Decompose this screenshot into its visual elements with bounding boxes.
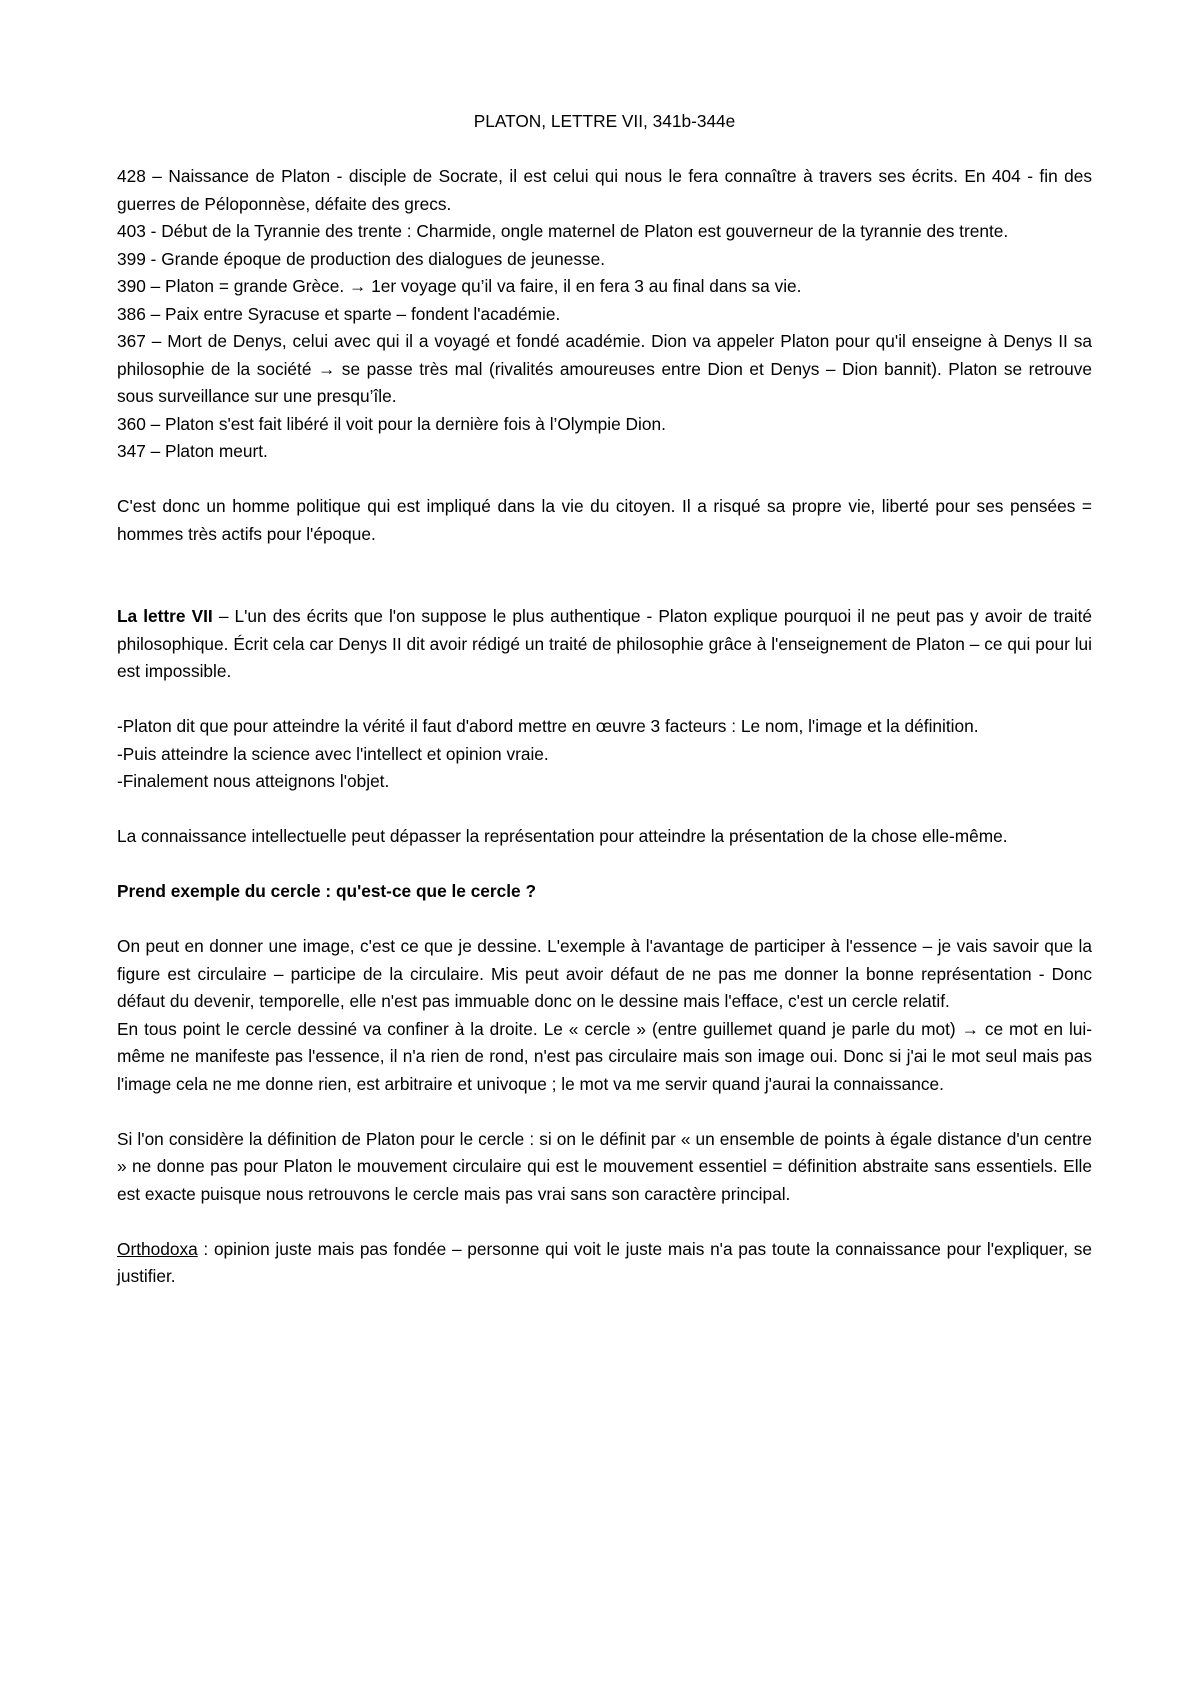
step-item: -Finalement nous atteignons l'objet.	[117, 771, 390, 791]
spacer	[117, 1208, 1092, 1236]
steps-list	[117, 713, 1092, 796]
cercle-heading	[117, 878, 1092, 906]
timeline-entry: 390 – Platon = grande Grèce. → 1er voyage qu’il va faire, il en fera 3 au final dans sa vie.	[117, 276, 802, 296]
document-title: PLATON, LETTRE VII, 341b-344e	[473, 111, 736, 131]
spacer	[117, 796, 1092, 824]
spacer	[117, 1098, 1092, 1126]
timeline-entry: 403 - Début de la Tyrannie des trente : Charmide, ongle maternel de Platon est gouverneur de la tyrannie des trente.	[117, 221, 1009, 241]
spacer	[117, 466, 1092, 494]
step-item: -Platon dit que pour atteindre la vérité il faut d'abord mettre en œuvre 3 facteurs : Le nom, l'image et la définition.	[117, 716, 979, 736]
definition-paragraph: Si l'on considère la définition de Platon pour le cercle : si on le définit par « un ensemble de points à égale distance d'un centre » ne donne pas pour Platon le mouvement circulaire qui est le mouvement essentiel = définition abstraite sans essentiels. Elle est exacte puisque nous retrouvons le cercle mais pas vrai sans son caractère principal.	[117, 1128, 1092, 1204]
spacer	[117, 906, 1092, 934]
spacer	[117, 851, 1092, 879]
spacer	[117, 686, 1092, 714]
cercle-paragraph-1: On peut en donner une image, c'est ce que je dessine. L'exemple à l'avantage de participer à l'essence – je vais savoir que la figure est circulaire – participe de la circulaire. Mis peut avoir défaut de ne pas me donner la bonne représentation - Donc défaut du devenir, temporelle, elle n'est pas immuable donc on le dessine mais l'efface, c'est un cercle relatif.	[117, 936, 1092, 1011]
orthodoxa-paragraph	[117, 1236, 1092, 1291]
orthodoxa-term: Orthodoxa	[117, 1238, 198, 1259]
timeline	[117, 163, 1092, 466]
connaissance-paragraph: La connaissance intellectuelle peut dépasser la représentation pour atteindre la présentation de la chose elle-même.	[117, 826, 1008, 846]
cercle-heading-text: Prend exemple du cercle : qu'est-ce que le cercle ?	[117, 881, 537, 901]
spacer	[117, 548, 1092, 603]
lettre-paragraph	[117, 603, 1092, 686]
timeline-entry: 399 - Grande époque de production des dialogues de jeunesse.	[117, 248, 606, 269]
timeline-entry: 386 – Paix entre Syracuse et sparte – fondent l'académie.	[117, 303, 561, 324]
lettre-text: – L'un des écrits que l'on suppose le plus authentique - Platon explique pourquoi il ne peut pas y avoir de traité philosophique. Écrit cela car Denys II dit avoir rédigé un traité de philosophie grâce à l'enseignement de Platon – ce qui pour lui est impossible.	[117, 606, 1092, 681]
cercle-paragraph-2: En tous point le cercle dessiné va confiner à la droite. Le « cercle » (entre guillemet quand je parle du mot) → ce mot en lui-même ne manifeste pas l'essence, il n'a rien de rond, n'est pas circulaire mais son image oui. Donc si j'ai le mot seul mais pas l'image cela ne me donne rien, est arbitraire et univoque ; le mot va me servir quand j'aurai la connaissance.	[117, 1018, 1092, 1094]
intro-paragraph: C'est donc un homme politique qui est impliqué dans la vie du citoyen. Il a risqué sa propre vie, liberté pour ses pensées = hommes très actifs pour l'époque.	[117, 496, 1092, 544]
orthodoxa-text: : opinion juste mais pas fondée – personne qui voit le juste mais n'a pas toute la connaissance pour l'expliquer, se justifier.	[117, 1238, 1092, 1286]
step-item: -Puis atteindre la science avec l'intellect et opinion vraie.	[117, 743, 549, 764]
timeline-entry: 360 – Platon s'est fait libéré il voit pour la dernière fois à l’Olympie Dion.	[117, 413, 666, 434]
timeline-entry: 347 – Platon meurt.	[117, 441, 268, 461]
lettre-heading: La lettre VII	[117, 606, 213, 626]
timeline-entry: 367 – Mort de Denys, celui avec qui il a voyagé et fondé académie. Dion va appeler Platon pour qu'il enseigne à Denys II sa philosophie de la société → se passe très mal (rivalités amoureuses entre Dion et Denys – Dion bannit). Platon se retrouve sous surveillance sur une presqu’île.	[117, 331, 1092, 406]
document-page	[117, 108, 1092, 1291]
timeline-entry: 428 – Naissance de Platon - disciple de Socrate, il est celui qui nous le fera connaître à travers ses écrits. En 404 - fin des guerres de Péloponnèse, défaite des grecs.	[117, 166, 1092, 214]
